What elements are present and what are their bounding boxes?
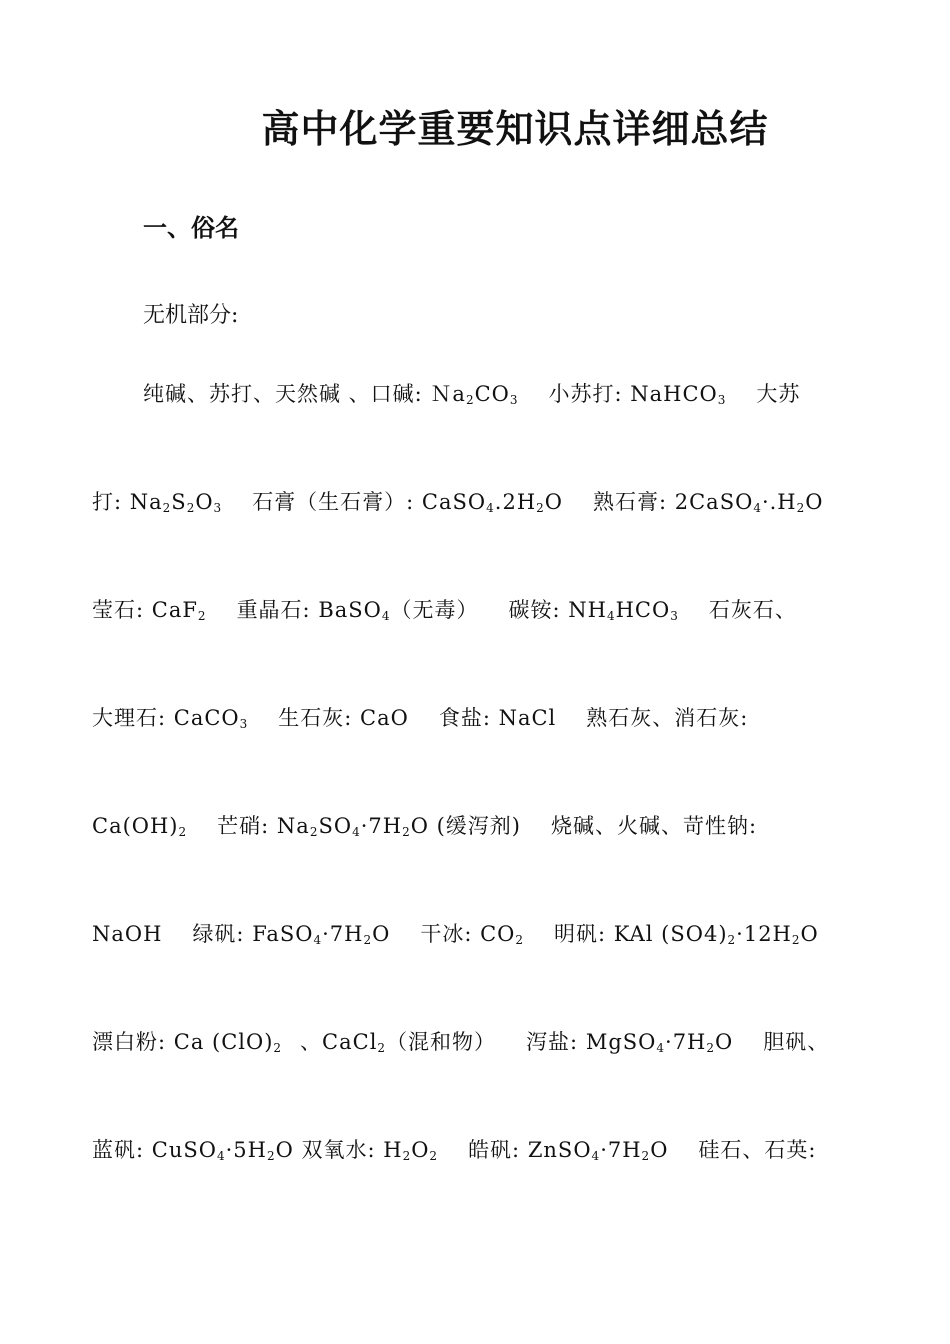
text-seg: O <box>372 922 391 946</box>
subscript: 4 <box>656 1041 666 1055</box>
text-seg: 纯碱、苏打、天然碱 、口碱: Ｎa <box>143 382 466 406</box>
subscript: 3 <box>717 393 727 407</box>
text-seg: （无毒） <box>390 598 479 622</box>
text-seg: 碳铵: NH <box>508 598 607 622</box>
subscript: 2 <box>309 825 319 839</box>
subscript: 2 <box>536 501 545 515</box>
subscript: 4 <box>352 825 361 839</box>
section-heading: 一、俗名 <box>143 213 239 242</box>
text-seg: 皓矾: ZnSO <box>468 1138 592 1162</box>
text-seg: S <box>171 490 187 514</box>
text-seg: 打: Na <box>92 490 163 514</box>
text-seg: ·12H <box>736 922 792 946</box>
text-seg: 绿矾: FaSO <box>192 922 314 946</box>
text-line-1 <box>143 378 873 408</box>
text-seg: 蓝矾: CuSO <box>92 1138 217 1162</box>
text-seg: ·5H <box>225 1138 267 1162</box>
subscript: 2 <box>162 501 172 515</box>
subscript: 2 <box>273 1041 283 1055</box>
subscript: 4 <box>486 501 495 515</box>
text-seg: 石灰石、 <box>708 598 797 622</box>
subscript: 3 <box>509 393 519 407</box>
text-seg: ·7H <box>360 814 403 838</box>
subscript: 2 <box>641 1149 651 1163</box>
text-seg: 莹石: CaF <box>92 598 198 622</box>
text-seg: 干冰: CO <box>420 922 516 946</box>
text-seg: O <box>195 490 214 514</box>
text-line-3 <box>92 594 882 624</box>
subscript: 4 <box>753 501 762 515</box>
text-seg: SO <box>318 814 353 838</box>
text-seg: O <box>715 1030 734 1054</box>
subscript: 2 <box>178 825 188 839</box>
text-seg: ·7H <box>322 922 364 946</box>
text-line-6 <box>92 918 882 948</box>
text-line-5 <box>92 810 882 840</box>
subscript: 2 <box>197 609 207 623</box>
subscript: 3 <box>213 501 223 515</box>
subscript: 3 <box>670 609 679 623</box>
subscript: 2 <box>727 933 737 947</box>
text-seg: 、CaCl <box>300 1030 378 1054</box>
text-seg: 大理石: CaCO <box>92 706 240 730</box>
subheading: 无机部分: <box>143 303 239 328</box>
text-seg: 重晶石: BaSO <box>236 598 382 622</box>
text-seg: .2H <box>494 490 537 514</box>
text-seg: O 双氧水: H <box>275 1138 403 1162</box>
text-line-7 <box>92 1026 882 1056</box>
text-seg: 硅石、石英: <box>698 1138 817 1162</box>
subscript: 2 <box>377 1041 387 1055</box>
text-line-4 <box>92 702 882 732</box>
subscript: 2 <box>791 933 801 947</box>
text-seg: 泻盐: MgSO <box>526 1030 657 1054</box>
text-seg: ·.H <box>761 490 797 514</box>
document-title: 高中化学重要知识点详细总结 <box>261 106 769 151</box>
subscript: 4 <box>606 609 616 623</box>
text-seg: O <box>544 490 563 514</box>
subscript: 4 <box>591 1149 601 1163</box>
text-seg: 熟石灰、消石灰: <box>586 706 749 730</box>
text-seg: 漂白粉: Ca (ClO) <box>92 1030 274 1054</box>
text-seg: NaOH <box>92 922 163 946</box>
text-seg: O <box>800 922 819 946</box>
subscript: 2 <box>363 933 373 947</box>
subscript: 4 <box>381 609 391 623</box>
subscript: 2 <box>266 1149 276 1163</box>
subscript: 2 <box>429 1149 439 1163</box>
text-seg: O <box>650 1138 669 1162</box>
subscript: 2 <box>796 501 806 515</box>
text-seg: Ca(OH) <box>92 814 179 838</box>
text-seg: 石膏（生石膏）: CaSO <box>252 490 487 514</box>
text-seg: （混和物） <box>386 1030 497 1054</box>
text-seg: 芒硝: Na <box>217 814 310 838</box>
text-seg: 胆矾、 <box>763 1030 830 1054</box>
text-seg: ·7H <box>600 1138 642 1162</box>
subscript: 2 <box>465 393 475 407</box>
text-seg: O <box>805 490 824 514</box>
subscript: 2 <box>706 1041 716 1055</box>
text-seg: CO <box>474 382 510 406</box>
text-line-8 <box>92 1134 882 1164</box>
text-seg: HCO <box>615 598 671 622</box>
text-seg: 食盐: NaCl <box>438 706 557 730</box>
text-seg: 生石灰: CaO <box>278 706 409 730</box>
text-seg: 大苏 <box>756 382 801 406</box>
text-line-2 <box>92 486 882 516</box>
subscript: 4 <box>216 1149 226 1163</box>
text-seg: O <box>411 1138 430 1162</box>
text-seg: 明矾: KAl (SO4) <box>554 922 728 946</box>
text-seg: O (缓泻剂) <box>410 814 521 838</box>
subscript: 3 <box>239 717 249 731</box>
subscript: 4 <box>313 933 323 947</box>
subscript: 2 <box>515 933 525 947</box>
subscript: 2 <box>402 825 411 839</box>
text-seg: 小苏打: NaHCO <box>548 382 718 406</box>
subscript: 2 <box>186 501 196 515</box>
text-seg: 烧碱、火碱、苛性钠: <box>550 814 758 838</box>
text-seg: ·7H <box>665 1030 707 1054</box>
text-seg: 熟石膏: 2CaSO <box>593 490 754 514</box>
subscript: 2 <box>402 1149 412 1163</box>
